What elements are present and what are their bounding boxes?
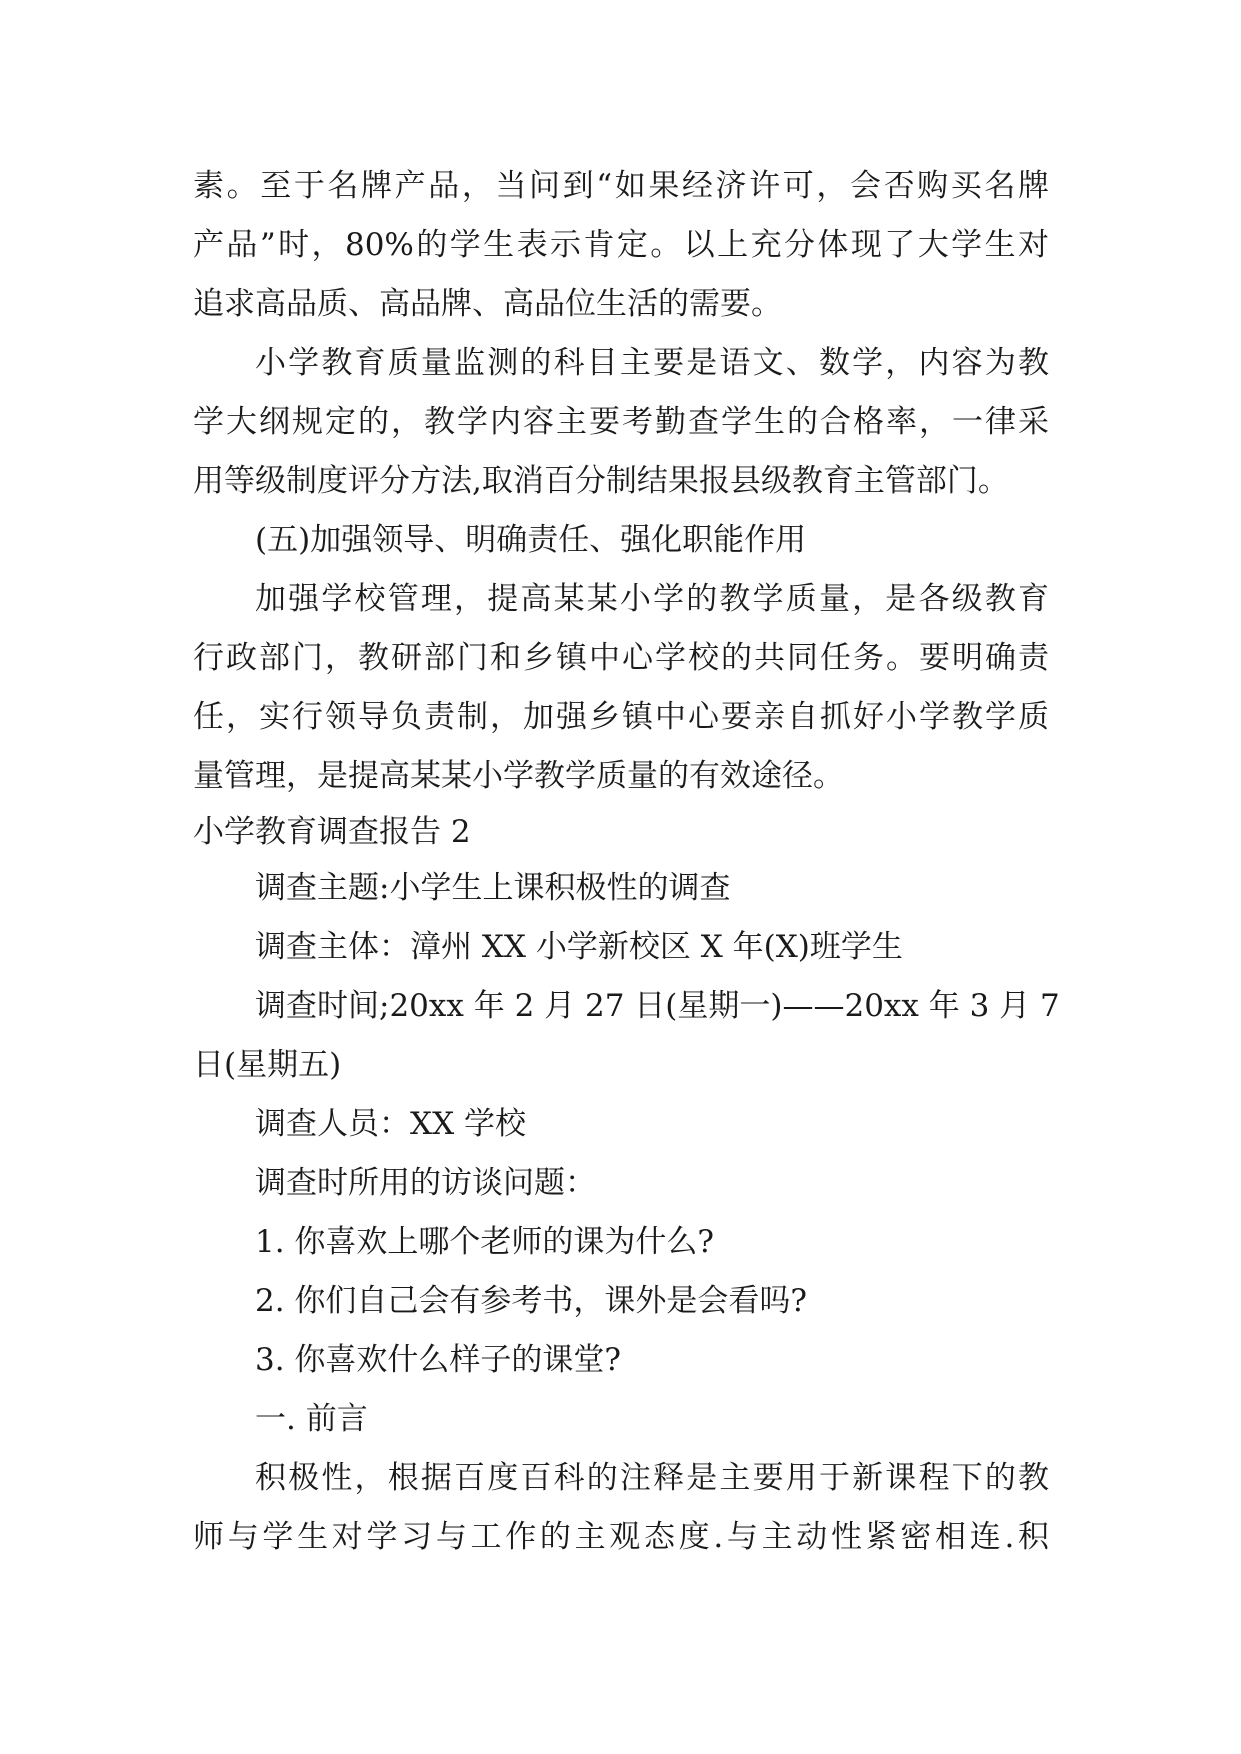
survey-question-1: 1. 你喜欢上哪个老师的课为什么? bbox=[255, 1224, 715, 1260]
paragraph-2-line-2: 学大纲规定的，教学内容主要考勤查学生的合格率，一律采 bbox=[193, 404, 1049, 440]
preface-heading: 一. 前言 bbox=[255, 1401, 368, 1437]
paragraph-2-line-3: 用等级制度评分方法,取消百分制结果报县级教育主管部门。 bbox=[193, 463, 1009, 499]
paragraph-3-line-1: 加强学校管理，提高某某小学的教学质量，是各级教育 bbox=[255, 581, 1049, 617]
paragraph-3-line-3: 任，实行领导负责制，加强乡镇中心要亲自抓好小学教学质 bbox=[193, 699, 1049, 735]
survey-topic: 调查主题:小学生上课积极性的调查 bbox=[255, 870, 731, 906]
section-title: 小学教育调查报告 2 bbox=[193, 814, 471, 850]
survey-questions-intro: 调查时所用的访谈问题： bbox=[255, 1165, 596, 1201]
survey-subject: 调查主体：漳州 XX 小学新校区 X 年(X)班学生 bbox=[255, 929, 903, 965]
paragraph-1-line-3: 追求高品质、高品牌、高品位生活的需要。 bbox=[193, 286, 782, 322]
paragraph-2-line-1: 小学教育质量监测的科目主要是语文、数学，内容为教 bbox=[255, 345, 1049, 381]
survey-time-line-2: 日(星期五) bbox=[193, 1047, 342, 1083]
survey-staff: 调查人员：XX 学校 bbox=[255, 1106, 526, 1142]
paragraph-4-line-2: 师与学生对学习与工作的主观态度.与主动性紧密相连.积 bbox=[193, 1519, 1049, 1555]
paragraph-3-line-2: 行政部门，教研部门和乡镇中心学校的共同任务。要明确责 bbox=[193, 640, 1049, 676]
survey-question-3: 3. 你喜欢什么样子的课堂? bbox=[255, 1342, 622, 1378]
paragraph-1-line-2: 产品”时，80%的学生表示肯定。以上充分体现了大学生对 bbox=[193, 227, 1049, 263]
paragraph-4-line-1: 积极性，根据百度百科的注释是主要用于新课程下的教 bbox=[255, 1460, 1049, 1496]
paragraph-3-line-4: 量管理，是提高某某小学教学质量的有效途径。 bbox=[193, 758, 844, 794]
survey-question-2: 2. 你们自己会有参考书，课外是会看吗? bbox=[255, 1283, 808, 1319]
survey-time-line-1: 调查时间;20xx 年 2 月 27 日(星期一)——20xx 年 3 月 7 bbox=[255, 988, 1060, 1024]
paragraph-1-line-1: 素。至于名牌产品，当问到“如果经济许可，会否购买名牌 bbox=[193, 168, 1049, 204]
heading-5: (五)加强领导、明确责任、强化职能作用 bbox=[255, 522, 807, 558]
